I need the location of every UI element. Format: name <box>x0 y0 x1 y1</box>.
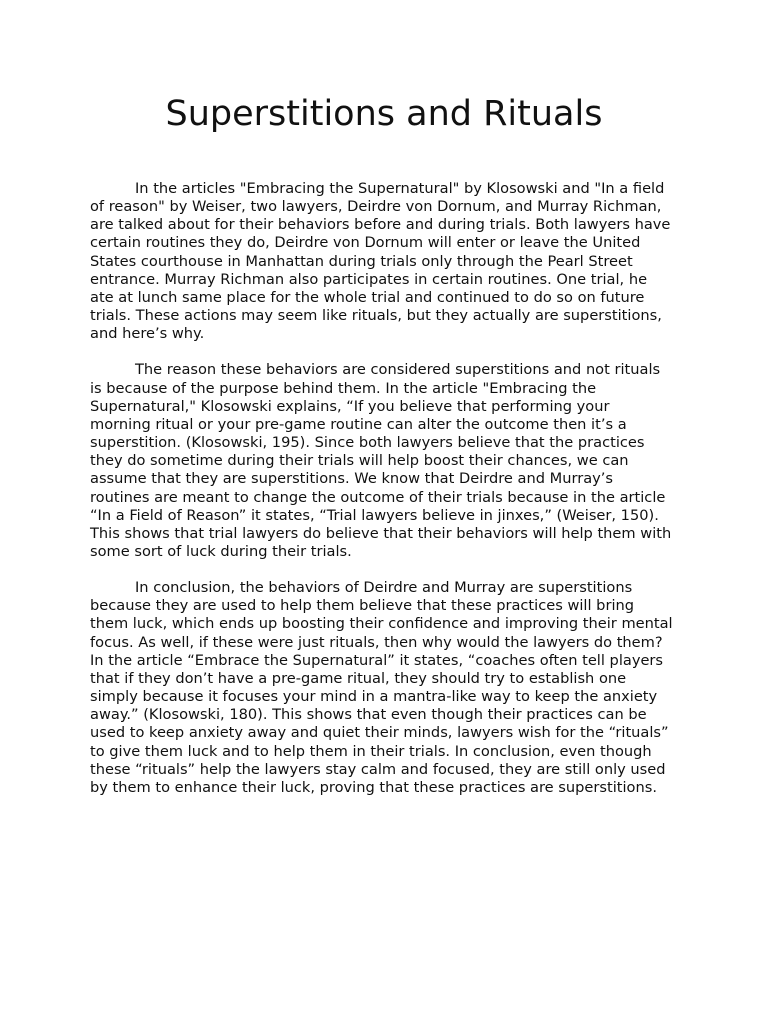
document-body <box>90 180 674 815</box>
document-title: Superstitions and Rituals <box>165 94 603 134</box>
paragraph-body: The reason these behaviors are considered superstitions and not rituals is because of the purpose behind them. In the article "Embracing the Supernatural," Klosowski explains, “If you believe that performing your morning ritual or your pre-game routine can alter the outcome then it’s a superstition. (Klosowski, 195). Since both lawyers believe that the practices they do sometime during their trials will help boost their chances, we can assume that they are superstitions. We know that Deirdre and Murray’s routines are meant to change the outcome of their trials because in the article “In a Field of Reason” it states, “Trial lawyers believe in jinxes,” (Weiser, 150). This shows that trial lawyers do believe that their behaviors will help them with some sort of luck during their trials. <box>90 361 672 560</box>
paragraph-introduction: In the articles "Embracing the Supernatural" by Klosowski and "In a field of reason" by Weiser, two lawyers, Deirdre von Dornum, and Murray Richman, are talked about for their behaviors before and during trials. Both lawyers have certain routines they do, Deirdre von Dornum will enter or leave the United States courthouse in Manhattan during trials only through the Pearl Street entrance. Murray Richman also participates in certain routines. One trial, he ate at lunch same place for the whole trial and continued to do so on future trials. These actions may seem like rituals, but they actually are superstitions, and here’s why. <box>90 180 671 343</box>
paragraph-conclusion: In conclusion, the behaviors of Deirdre and Murray are superstitions because they are used to help them believe that these practices will bring them luck, which ends up boosting their confidence and improving their mental focus. As well, if these were just rituals, then why would the lawyers do them? In the article “Embrace the Supernatural” it states, “coaches often tell players that if they don’t have a pre-game ritual, they should try to establish one simply because it focuses your mind in a mantra-like way to keep the anxiety away.” (Klosowski, 180). This shows that even though their practices can be used to keep anxiety away and quiet their minds, lawyers wish for the “rituals” to give them luck and to help them in their trials. In conclusion, even though these “rituals” help the lawyers stay calm and focused, they are still only used by them to enhance their luck, proving that these practices are superstitions. <box>90 579 673 796</box>
